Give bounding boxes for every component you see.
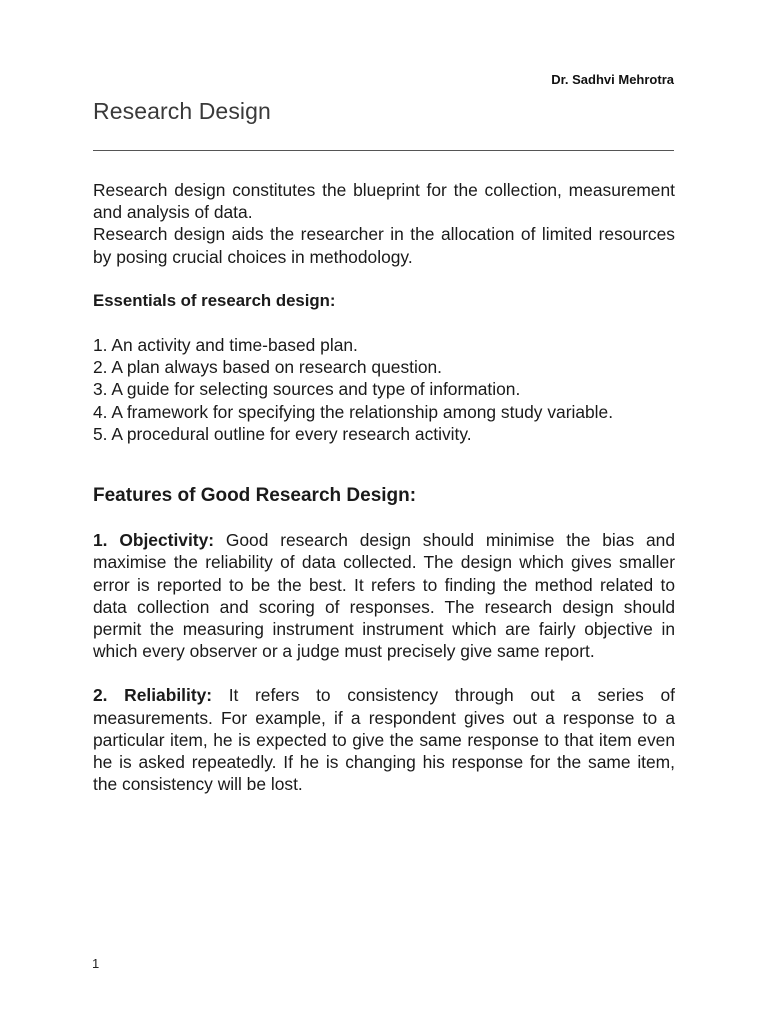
list-item: 3. A guide for selecting sources and type of information. <box>93 379 521 400</box>
intro-paragraph-2: Research design aids the researcher in the allocation of limited resources by posing crucial choices in methodology. <box>93 224 675 267</box>
document-title: Research Design <box>93 98 271 124</box>
list-item: 2. A plan always based on research question. <box>93 357 443 378</box>
spacer <box>93 662 675 684</box>
spacer <box>93 312 675 334</box>
feature-label: 2. Reliability: <box>93 685 213 706</box>
list-item: 1. An activity and time-based plan. <box>93 335 358 356</box>
intro-paragraph-1: Research design constitutes the blueprint for the collection, measurement and analysis of data. <box>93 180 675 223</box>
document-body <box>93 179 675 795</box>
feature-label: 1. Objectivity: <box>93 530 215 551</box>
author-name: Dr. Sadhvi Mehrotra <box>551 72 674 87</box>
title-divider <box>93 150 674 151</box>
spacer <box>93 507 675 529</box>
essentials-heading: Essentials of research design: <box>93 290 336 310</box>
list-item: 5. A procedural outline for every research activity. <box>93 423 472 444</box>
features-heading: Features of Good Research Design: <box>93 485 417 507</box>
spacer <box>93 445 675 485</box>
feature-reliability <box>93 684 675 795</box>
feature-text: It refers to consistency through out a series of measurements. For example, if a respondent gives out a response to a particular item, he is expected to give the same response to that item even he is asked repeatedly. If he is changing his response for the same item, the consistency will be lost. <box>93 685 675 795</box>
feature-objectivity <box>93 529 675 662</box>
feature-text: Good research design should minimise the bias and maximise the reliability of data collected. The design which gives smaller error is reported to be the best. It refers to finding the method related to data collection and scoring of responses. The research design should permit the measuring instrument instrument which are fairly objective in which every observer or a judge must precisely give same report. <box>93 530 675 662</box>
spacer <box>93 268 675 290</box>
page-number: 1 <box>92 956 100 971</box>
list-item: 4. A framework for specifying the relationship among study variable. <box>93 401 614 422</box>
essentials-list <box>93 334 675 445</box>
